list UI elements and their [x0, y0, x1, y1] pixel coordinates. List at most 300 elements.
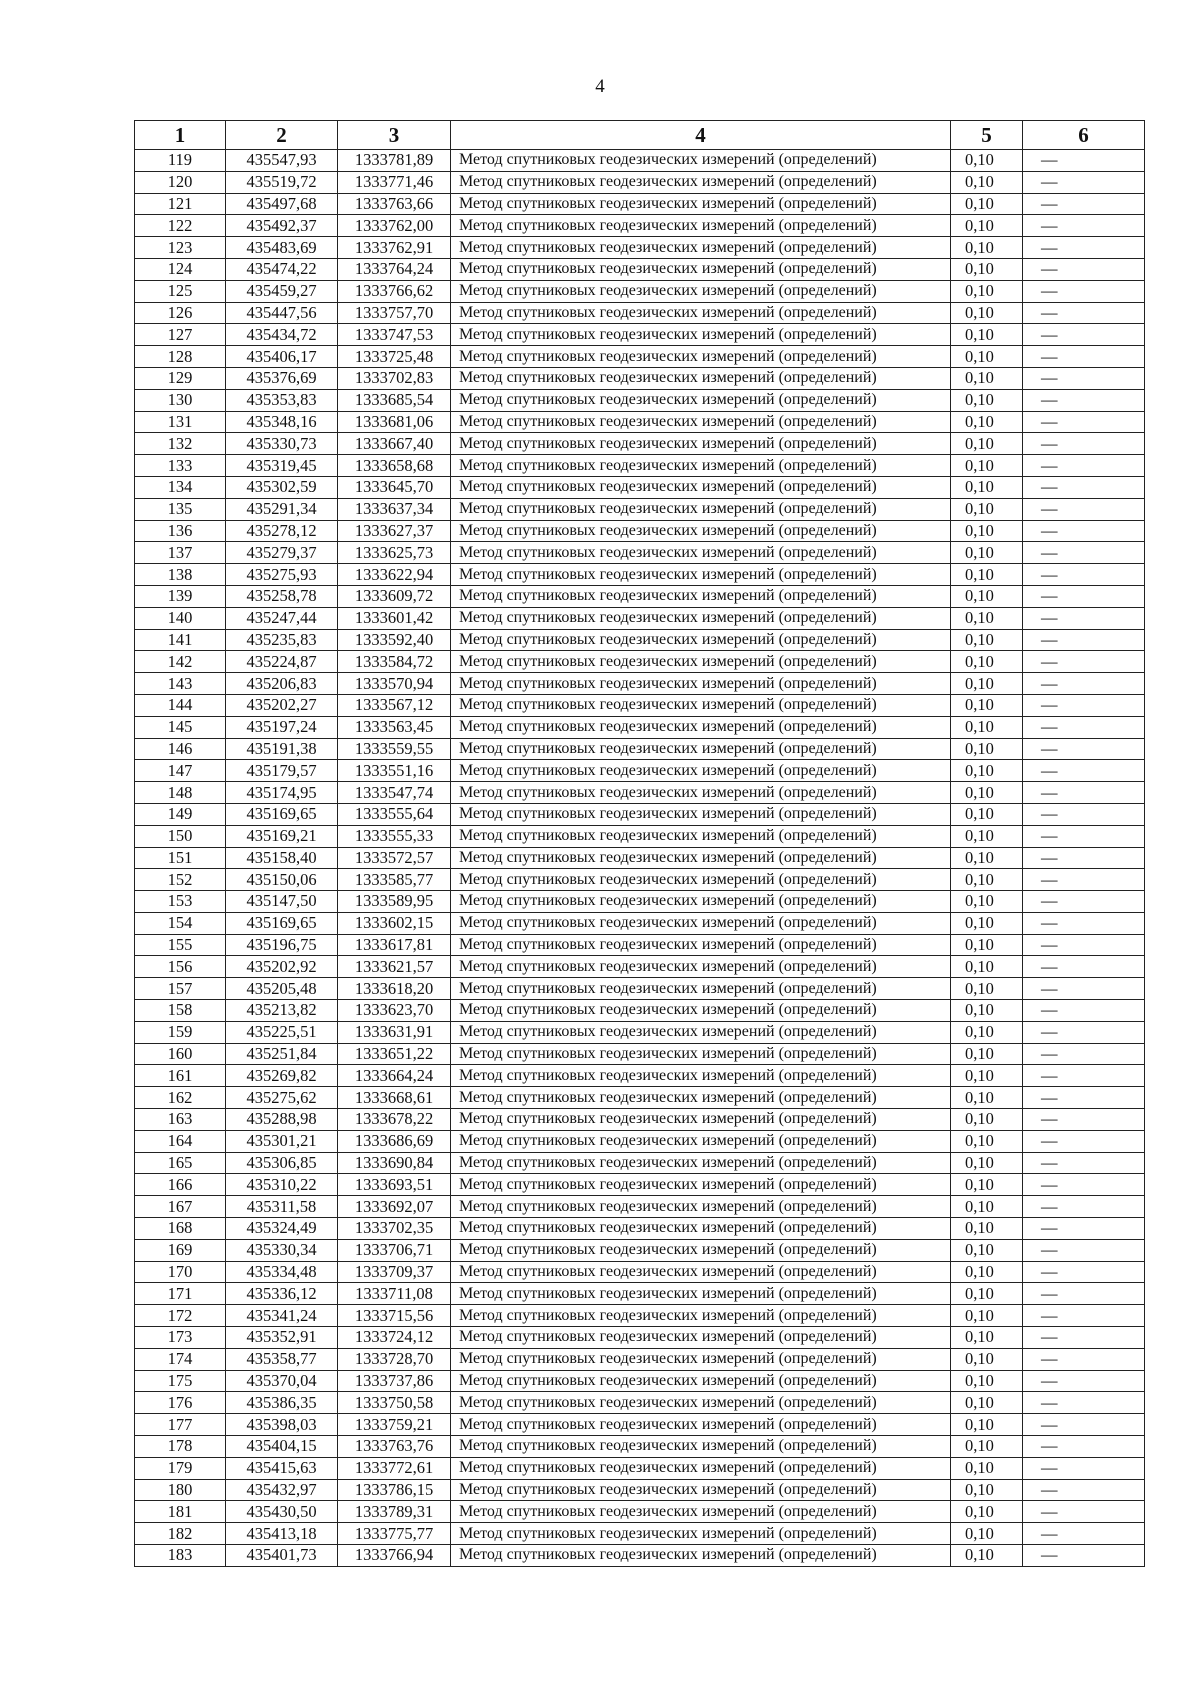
point-number-cell: 122	[135, 215, 226, 237]
accuracy-cell: 0,10	[951, 1436, 1023, 1458]
y-coordinate-cell: 1333681,06	[338, 411, 451, 433]
accuracy-cell: 0,10	[951, 476, 1023, 498]
x-coordinate-cell: 435401,73	[226, 1545, 338, 1567]
description-cell: —	[1023, 258, 1145, 280]
y-coordinate-cell: 1333584,72	[338, 651, 451, 673]
y-coordinate-cell: 1333786,15	[338, 1479, 451, 1501]
point-number-cell: 177	[135, 1414, 226, 1436]
description-cell: —	[1023, 760, 1145, 782]
x-coordinate-cell: 435306,85	[226, 1152, 338, 1174]
point-number-cell: 132	[135, 433, 226, 455]
table-row	[135, 150, 1145, 172]
description-cell: —	[1023, 847, 1145, 869]
x-coordinate-cell: 435251,84	[226, 1043, 338, 1065]
y-coordinate-cell: 1333637,34	[338, 498, 451, 520]
point-number-cell: 180	[135, 1479, 226, 1501]
header-col-5: 5	[951, 121, 1023, 150]
method-cell: Метод спутниковых геодезических измерений (определений)	[451, 847, 951, 869]
method-cell: Метод спутниковых геодезических измерений (определений)	[451, 1218, 951, 1240]
point-number-cell: 150	[135, 825, 226, 847]
x-coordinate-cell: 435205,48	[226, 978, 338, 1000]
table-row	[135, 803, 1145, 825]
accuracy-cell: 0,10	[951, 389, 1023, 411]
description-cell: —	[1023, 367, 1145, 389]
table-row	[135, 346, 1145, 368]
method-cell: Метод спутниковых геодезических измерений (определений)	[451, 542, 951, 564]
x-coordinate-cell: 435447,56	[226, 302, 338, 324]
description-cell: —	[1023, 956, 1145, 978]
point-number-cell: 134	[135, 476, 226, 498]
description-cell: —	[1023, 1087, 1145, 1109]
method-cell: Метод спутниковых геодезических измерений (определений)	[451, 891, 951, 913]
point-number-cell: 152	[135, 869, 226, 891]
y-coordinate-cell: 1333658,68	[338, 455, 451, 477]
method-cell: Метод спутниковых геодезических измерений (определений)	[451, 520, 951, 542]
y-coordinate-cell: 1333631,91	[338, 1021, 451, 1043]
x-coordinate-cell: 435206,83	[226, 673, 338, 695]
x-coordinate-cell: 435169,65	[226, 912, 338, 934]
y-coordinate-cell: 1333728,70	[338, 1348, 451, 1370]
method-cell: Метод спутниковых геодезических измерений (определений)	[451, 367, 951, 389]
point-number-cell: 167	[135, 1196, 226, 1218]
table-row	[135, 1196, 1145, 1218]
method-cell: Метод спутниковых геодезических измерений (определений)	[451, 1348, 951, 1370]
point-number-cell: 154	[135, 912, 226, 934]
y-coordinate-cell: 1333572,57	[338, 847, 451, 869]
y-coordinate-cell: 1333601,42	[338, 607, 451, 629]
table-row	[135, 1261, 1145, 1283]
table-row	[135, 847, 1145, 869]
method-cell: Метод спутниковых геодезических измерений (определений)	[451, 934, 951, 956]
point-number-cell: 158	[135, 1000, 226, 1022]
point-number-cell: 120	[135, 171, 226, 193]
accuracy-cell: 0,10	[951, 346, 1023, 368]
point-number-cell: 137	[135, 542, 226, 564]
accuracy-cell: 0,10	[951, 1305, 1023, 1327]
description-cell: —	[1023, 912, 1145, 934]
point-number-cell: 123	[135, 237, 226, 259]
point-number-cell: 142	[135, 651, 226, 673]
method-cell: Метод спутниковых геодезических измерений (определений)	[451, 1283, 951, 1305]
point-number-cell: 147	[135, 760, 226, 782]
accuracy-cell: 0,10	[951, 847, 1023, 869]
accuracy-cell: 0,10	[951, 324, 1023, 346]
method-cell: Метод спутниковых геодезических измерений (определений)	[451, 825, 951, 847]
table-row	[135, 1000, 1145, 1022]
point-number-cell: 131	[135, 411, 226, 433]
point-number-cell: 182	[135, 1523, 226, 1545]
point-number-cell: 181	[135, 1501, 226, 1523]
y-coordinate-cell: 1333690,84	[338, 1152, 451, 1174]
header-col-2: 2	[226, 121, 338, 150]
method-cell: Метод спутниковых геодезических измерений (определений)	[451, 694, 951, 716]
y-coordinate-cell: 1333766,94	[338, 1545, 451, 1567]
accuracy-cell: 0,10	[951, 1087, 1023, 1109]
point-number-cell: 156	[135, 956, 226, 978]
accuracy-cell: 0,10	[951, 760, 1023, 782]
accuracy-cell: 0,10	[951, 542, 1023, 564]
table-row	[135, 455, 1145, 477]
y-coordinate-cell: 1333667,40	[338, 433, 451, 455]
y-coordinate-cell: 1333555,64	[338, 803, 451, 825]
point-number-cell: 125	[135, 280, 226, 302]
description-cell: —	[1023, 498, 1145, 520]
header-col-1: 1	[135, 121, 226, 150]
table-row	[135, 1436, 1145, 1458]
point-number-cell: 133	[135, 455, 226, 477]
table-row	[135, 1305, 1145, 1327]
accuracy-cell: 0,10	[951, 956, 1023, 978]
x-coordinate-cell: 435358,77	[226, 1348, 338, 1370]
y-coordinate-cell: 1333551,16	[338, 760, 451, 782]
method-cell: Метод спутниковых геодезических измерений (определений)	[451, 673, 951, 695]
accuracy-cell: 0,10	[951, 564, 1023, 586]
method-cell: Метод спутниковых геодезических измерений (определений)	[451, 869, 951, 891]
header-row	[135, 121, 1145, 150]
table-row	[135, 585, 1145, 607]
method-cell: Метод спутниковых геодезических измерений (определений)	[451, 280, 951, 302]
y-coordinate-cell: 1333563,45	[338, 716, 451, 738]
method-cell: Метод спутниковых геодезических измерений (определений)	[451, 564, 951, 586]
accuracy-cell: 0,10	[951, 280, 1023, 302]
accuracy-cell: 0,10	[951, 1130, 1023, 1152]
description-cell: —	[1023, 825, 1145, 847]
coordinates-table	[134, 120, 1145, 1567]
y-coordinate-cell: 1333706,71	[338, 1239, 451, 1261]
method-cell: Метод спутниковых геодезических измерений (определений)	[451, 1000, 951, 1022]
x-coordinate-cell: 435235,83	[226, 629, 338, 651]
table-row	[135, 760, 1145, 782]
y-coordinate-cell: 1333651,22	[338, 1043, 451, 1065]
x-coordinate-cell: 435147,50	[226, 891, 338, 913]
header-col-6: 6	[1023, 121, 1145, 150]
table-row	[135, 498, 1145, 520]
x-coordinate-cell: 435197,24	[226, 716, 338, 738]
x-coordinate-cell: 435370,04	[226, 1370, 338, 1392]
x-coordinate-cell: 435302,59	[226, 476, 338, 498]
method-cell: Метод спутниковых геодезических измерений (определений)	[451, 956, 951, 978]
accuracy-cell: 0,10	[951, 1021, 1023, 1043]
accuracy-cell: 0,10	[951, 1523, 1023, 1545]
accuracy-cell: 0,10	[951, 1479, 1023, 1501]
table-row	[135, 1087, 1145, 1109]
description-cell: —	[1023, 1457, 1145, 1479]
method-cell: Метод спутниковых геодезических измерений (определений)	[451, 1021, 951, 1043]
description-cell: —	[1023, 1174, 1145, 1196]
method-cell: Метод спутниковых геодезических измерений (определений)	[451, 433, 951, 455]
y-coordinate-cell: 1333547,74	[338, 782, 451, 804]
x-coordinate-cell: 435319,45	[226, 455, 338, 477]
accuracy-cell: 0,10	[951, 498, 1023, 520]
accuracy-cell: 0,10	[951, 1043, 1023, 1065]
table-row	[135, 1327, 1145, 1349]
table-row	[135, 1239, 1145, 1261]
x-coordinate-cell: 435404,15	[226, 1436, 338, 1458]
x-coordinate-cell: 435179,57	[226, 760, 338, 782]
x-coordinate-cell: 435497,68	[226, 193, 338, 215]
accuracy-cell: 0,10	[951, 694, 1023, 716]
description-cell: —	[1023, 1239, 1145, 1261]
point-number-cell: 164	[135, 1130, 226, 1152]
table-row	[135, 1174, 1145, 1196]
description-cell: —	[1023, 237, 1145, 259]
method-cell: Метод спутниковых геодезических измерений (определений)	[451, 455, 951, 477]
method-cell: Метод спутниковых геодезических измерений (определений)	[451, 1457, 951, 1479]
y-coordinate-cell: 1333757,70	[338, 302, 451, 324]
y-coordinate-cell: 1333685,54	[338, 389, 451, 411]
point-number-cell: 161	[135, 1065, 226, 1087]
accuracy-cell: 0,10	[951, 520, 1023, 542]
table-row	[135, 1152, 1145, 1174]
method-cell: Метод спутниковых геодезических измерений (определений)	[451, 782, 951, 804]
y-coordinate-cell: 1333762,91	[338, 237, 451, 259]
description-cell: —	[1023, 629, 1145, 651]
description-cell: —	[1023, 302, 1145, 324]
x-coordinate-cell: 435169,21	[226, 825, 338, 847]
point-number-cell: 138	[135, 564, 226, 586]
table-row	[135, 1414, 1145, 1436]
description-cell: —	[1023, 1283, 1145, 1305]
point-number-cell: 119	[135, 150, 226, 172]
y-coordinate-cell: 1333692,07	[338, 1196, 451, 1218]
description-cell: —	[1023, 694, 1145, 716]
accuracy-cell: 0,10	[951, 258, 1023, 280]
y-coordinate-cell: 1333709,37	[338, 1261, 451, 1283]
table-row	[135, 934, 1145, 956]
table-row	[135, 607, 1145, 629]
accuracy-cell: 0,10	[951, 782, 1023, 804]
y-coordinate-cell: 1333715,56	[338, 1305, 451, 1327]
y-coordinate-cell: 1333618,20	[338, 978, 451, 1000]
x-coordinate-cell: 435202,27	[226, 694, 338, 716]
y-coordinate-cell: 1333592,40	[338, 629, 451, 651]
x-coordinate-cell: 435483,69	[226, 237, 338, 259]
method-cell: Метод спутниковых геодезических измерений (определений)	[451, 1174, 951, 1196]
description-cell: —	[1023, 1414, 1145, 1436]
description-cell: —	[1023, 389, 1145, 411]
x-coordinate-cell: 435213,82	[226, 1000, 338, 1022]
accuracy-cell: 0,10	[951, 367, 1023, 389]
method-cell: Метод спутниковых геодезических измерений (определений)	[451, 171, 951, 193]
method-cell: Метод спутниковых геодезических измерений (определений)	[451, 237, 951, 259]
method-cell: Метод спутниковых геодезических измерений (определений)	[451, 1196, 951, 1218]
x-coordinate-cell: 435278,12	[226, 520, 338, 542]
y-coordinate-cell: 1333622,94	[338, 564, 451, 586]
description-cell: —	[1023, 673, 1145, 695]
point-number-cell: 135	[135, 498, 226, 520]
description-cell: —	[1023, 1545, 1145, 1567]
table-row	[135, 324, 1145, 346]
point-number-cell: 183	[135, 1545, 226, 1567]
point-number-cell: 130	[135, 389, 226, 411]
y-coordinate-cell: 1333686,69	[338, 1130, 451, 1152]
x-coordinate-cell: 435334,48	[226, 1261, 338, 1283]
method-cell: Метод спутниковых геодезических измерений (определений)	[451, 629, 951, 651]
description-cell: —	[1023, 1261, 1145, 1283]
accuracy-cell: 0,10	[951, 455, 1023, 477]
point-number-cell: 165	[135, 1152, 226, 1174]
accuracy-cell: 0,10	[951, 1065, 1023, 1087]
description-cell: —	[1023, 324, 1145, 346]
method-cell: Метод спутниковых геодезических измерений (определений)	[451, 978, 951, 1000]
point-number-cell: 121	[135, 193, 226, 215]
method-cell: Метод спутниковых геодезических измерений (определений)	[451, 738, 951, 760]
description-cell: —	[1023, 171, 1145, 193]
y-coordinate-cell: 1333645,70	[338, 476, 451, 498]
y-coordinate-cell: 1333668,61	[338, 1087, 451, 1109]
description-cell: —	[1023, 1021, 1145, 1043]
point-number-cell: 171	[135, 1283, 226, 1305]
method-cell: Метод спутниковых геодезических измерений (определений)	[451, 498, 951, 520]
accuracy-cell: 0,10	[951, 433, 1023, 455]
x-coordinate-cell: 435150,06	[226, 869, 338, 891]
y-coordinate-cell: 1333725,48	[338, 346, 451, 368]
method-cell: Метод спутниковых геодезических измерений (определений)	[451, 215, 951, 237]
y-coordinate-cell: 1333627,37	[338, 520, 451, 542]
accuracy-cell: 0,10	[951, 302, 1023, 324]
description-cell: —	[1023, 978, 1145, 1000]
method-cell: Метод спутниковых геодезических измерений (определений)	[451, 803, 951, 825]
description-cell: —	[1023, 411, 1145, 433]
x-coordinate-cell: 435288,98	[226, 1109, 338, 1131]
header-col-4: 4	[451, 121, 951, 150]
accuracy-cell: 0,10	[951, 411, 1023, 433]
method-cell: Метод спутниковых геодезических измерений (определений)	[451, 1523, 951, 1545]
method-cell: Метод спутниковых геодезических измерений (определений)	[451, 1479, 951, 1501]
y-coordinate-cell: 1333617,81	[338, 934, 451, 956]
x-coordinate-cell: 435519,72	[226, 171, 338, 193]
method-cell: Метод спутниковых геодезических измерений (определений)	[451, 1109, 951, 1131]
point-number-cell: 128	[135, 346, 226, 368]
table-row	[135, 171, 1145, 193]
description-cell: —	[1023, 1000, 1145, 1022]
point-number-cell: 173	[135, 1327, 226, 1349]
y-coordinate-cell: 1333766,62	[338, 280, 451, 302]
description-cell: —	[1023, 1109, 1145, 1131]
x-coordinate-cell: 435324,49	[226, 1218, 338, 1240]
y-coordinate-cell: 1333763,66	[338, 193, 451, 215]
x-coordinate-cell: 435474,22	[226, 258, 338, 280]
description-cell: —	[1023, 934, 1145, 956]
description-cell: —	[1023, 1479, 1145, 1501]
point-number-cell: 175	[135, 1370, 226, 1392]
x-coordinate-cell: 435191,38	[226, 738, 338, 760]
accuracy-cell: 0,10	[951, 1414, 1023, 1436]
y-coordinate-cell: 1333747,53	[338, 324, 451, 346]
x-coordinate-cell: 435348,16	[226, 411, 338, 433]
accuracy-cell: 0,10	[951, 1370, 1023, 1392]
accuracy-cell: 0,10	[951, 1348, 1023, 1370]
description-cell: —	[1023, 1501, 1145, 1523]
accuracy-cell: 0,10	[951, 869, 1023, 891]
x-coordinate-cell: 435310,22	[226, 1174, 338, 1196]
point-number-cell: 172	[135, 1305, 226, 1327]
table-row	[135, 215, 1145, 237]
point-number-cell: 170	[135, 1261, 226, 1283]
table-row	[135, 367, 1145, 389]
table-row	[135, 1065, 1145, 1087]
y-coordinate-cell: 1333693,51	[338, 1174, 451, 1196]
table-row	[135, 738, 1145, 760]
x-coordinate-cell: 435224,87	[226, 651, 338, 673]
y-coordinate-cell: 1333763,76	[338, 1436, 451, 1458]
table-row	[135, 258, 1145, 280]
accuracy-cell: 0,10	[951, 978, 1023, 1000]
x-coordinate-cell: 435336,12	[226, 1283, 338, 1305]
accuracy-cell: 0,10	[951, 193, 1023, 215]
y-coordinate-cell: 1333567,12	[338, 694, 451, 716]
page-number: 4	[595, 76, 605, 97]
y-coordinate-cell: 1333623,70	[338, 1000, 451, 1022]
point-number-cell: 136	[135, 520, 226, 542]
y-coordinate-cell: 1333771,46	[338, 171, 451, 193]
table-header	[135, 121, 1145, 150]
description-cell: —	[1023, 433, 1145, 455]
description-cell: —	[1023, 585, 1145, 607]
x-coordinate-cell: 435169,65	[226, 803, 338, 825]
description-cell: —	[1023, 280, 1145, 302]
x-coordinate-cell: 435432,97	[226, 1479, 338, 1501]
point-number-cell: 148	[135, 782, 226, 804]
description-cell: —	[1023, 607, 1145, 629]
table-row	[135, 869, 1145, 891]
x-coordinate-cell: 435258,78	[226, 585, 338, 607]
method-cell: Метод спутниковых геодезических измерений (определений)	[451, 1327, 951, 1349]
description-cell: —	[1023, 1218, 1145, 1240]
method-cell: Метод спутниковых геодезических измерений (определений)	[451, 1392, 951, 1414]
table-row	[135, 237, 1145, 259]
y-coordinate-cell: 1333711,08	[338, 1283, 451, 1305]
description-cell: —	[1023, 1065, 1145, 1087]
x-coordinate-cell: 435415,63	[226, 1457, 338, 1479]
x-coordinate-cell: 435352,91	[226, 1327, 338, 1349]
x-coordinate-cell: 435376,69	[226, 367, 338, 389]
description-cell: —	[1023, 1392, 1145, 1414]
description-cell: —	[1023, 1327, 1145, 1349]
accuracy-cell: 0,10	[951, 237, 1023, 259]
description-cell: —	[1023, 1305, 1145, 1327]
y-coordinate-cell: 1333724,12	[338, 1327, 451, 1349]
table-row	[135, 1283, 1145, 1305]
x-coordinate-cell: 435386,35	[226, 1392, 338, 1414]
table-row	[135, 1109, 1145, 1131]
point-number-cell: 126	[135, 302, 226, 324]
y-coordinate-cell: 1333625,73	[338, 542, 451, 564]
y-coordinate-cell: 1333664,24	[338, 1065, 451, 1087]
point-number-cell: 140	[135, 607, 226, 629]
point-number-cell: 129	[135, 367, 226, 389]
y-coordinate-cell: 1333559,55	[338, 738, 451, 760]
accuracy-cell: 0,10	[951, 585, 1023, 607]
accuracy-cell: 0,10	[951, 934, 1023, 956]
point-number-cell: 143	[135, 673, 226, 695]
y-coordinate-cell: 1333737,86	[338, 1370, 451, 1392]
table-row	[135, 1457, 1145, 1479]
x-coordinate-cell: 435202,92	[226, 956, 338, 978]
table-row	[135, 1501, 1145, 1523]
description-cell: —	[1023, 1196, 1145, 1218]
point-number-cell: 151	[135, 847, 226, 869]
table-row	[135, 956, 1145, 978]
method-cell: Метод спутниковых геодезических измерений (определений)	[451, 1043, 951, 1065]
x-coordinate-cell: 435275,93	[226, 564, 338, 586]
x-coordinate-cell: 435398,03	[226, 1414, 338, 1436]
accuracy-cell: 0,10	[951, 673, 1023, 695]
table-row	[135, 629, 1145, 651]
accuracy-cell: 0,10	[951, 1239, 1023, 1261]
accuracy-cell: 0,10	[951, 1392, 1023, 1414]
accuracy-cell: 0,10	[951, 651, 1023, 673]
